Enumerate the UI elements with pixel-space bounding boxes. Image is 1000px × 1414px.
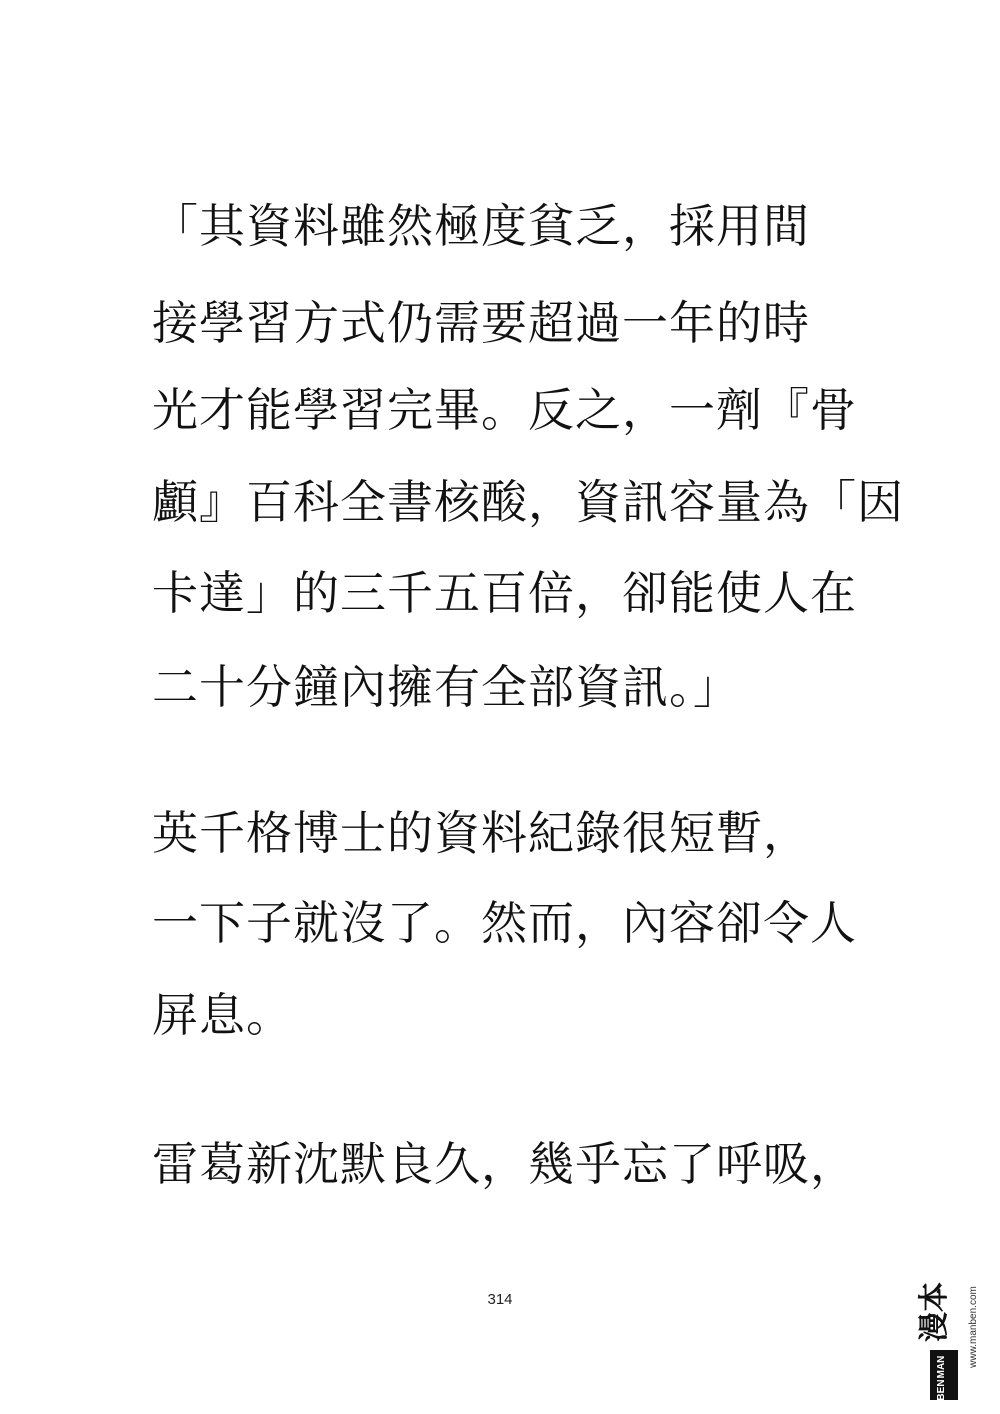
text-line: 英千格博士的資料紀錄很短暫， — [152, 806, 810, 860]
svg-text:BEN: BEN — [936, 1379, 947, 1401]
text-line: 二十分鐘內擁有全部資訊。」 — [152, 660, 740, 714]
text-line: 接學習方式仍需要超過一年的時 — [152, 296, 810, 350]
page-number: 314 — [487, 1291, 513, 1308]
text-line: 雷葛新沈默良久，幾乎忘了呼吸， — [152, 1137, 857, 1191]
text-line: 顱』百科全書核酸，資訊容量為「因 — [152, 475, 904, 529]
text-line: 一下子就沒了。然而，內容卻令人 — [152, 896, 857, 950]
manben-logo — [917, 1252, 986, 1402]
text-line: 「其資料雖然極度貧乏，採用間 — [152, 199, 810, 253]
text-line: 屏息。 — [152, 988, 293, 1042]
svg-text:MAN: MAN — [936, 1355, 947, 1379]
text-line: 卡達」的三千五百倍，卻能使人在 — [152, 566, 857, 620]
text-line: 光才能學習完畢。反之，一劑『骨 — [152, 383, 857, 437]
svg-text:www.manben.com: www.manben.com — [968, 1286, 979, 1368]
svg-text:漫本: 漫本 — [917, 1282, 952, 1342]
